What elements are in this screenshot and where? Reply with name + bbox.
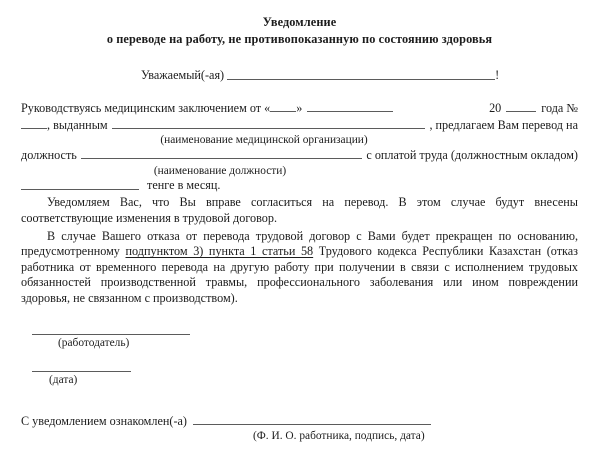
refusal-text-part-2: Трудового кодекса Республики Казахстан (отказ работника от временного перевода на другую работу при получении в связи с исполнением трудовых обязанностей производственной травмы, профессионального заболевания или ином повреждении здоровья, не связанном с производством). <box>21 244 578 305</box>
refusal-text-part-1: В случае Вашего отказа от перевода трудовой договор с Вами будет прекращен по основанию, предусмотренному <box>21 228 578 259</box>
greeting-label: Уважаемый(-ая) <box>141 68 225 82</box>
acknowledgement-label: С уведомлением ознакомлен(-а) <box>21 413 187 428</box>
caption-medical-organization: (наименование медицинской организации) <box>160 134 368 147</box>
salary-tail: тенге в месяц. <box>147 177 221 192</box>
form-block <box>21 100 578 193</box>
quote-close: » <box>296 101 303 115</box>
caption-position-name: (наименование должности) <box>153 164 287 177</box>
medical-org-blank[interactable] <box>112 117 426 129</box>
acknowledgement-blank[interactable] <box>193 413 431 425</box>
greeting-name-blank[interactable] <box>227 68 495 80</box>
medical-conclusion-lead: Руководствуясь медицинским заключением от « <box>21 101 271 115</box>
issued-by-label: , выданным <box>47 117 108 132</box>
issued-by-tail: , предлагаем Вам перевод на <box>429 117 578 132</box>
title-line-secondary: о переводе на работу, не противопоказанную по состоянию здоровья <box>106 32 493 46</box>
year-prefix: 20 <box>489 101 502 115</box>
form-row-medical-conclusion <box>21 100 578 117</box>
number-blank[interactable] <box>21 117 47 129</box>
paragraph-refusal <box>21 229 578 307</box>
greeting-exclamation: ! <box>495 68 500 82</box>
paragraph-consent: Уведомляем Вас, что Вы вправе согласиться на перевод. В этом случае будут внесены соответствующие изменения в трудовой договор. <box>21 195 578 225</box>
position-name-blank[interactable] <box>81 147 363 159</box>
acknowledgement-row <box>21 413 578 429</box>
form-row-position <box>21 147 578 164</box>
title-line-primary: Уведомление <box>262 15 337 29</box>
form-row-issued-by <box>21 117 578 134</box>
year-suffix: года № <box>541 101 578 115</box>
position-label: должность <box>21 148 77 163</box>
greeting-line <box>21 68 578 83</box>
signature-area <box>21 334 578 444</box>
form-row-salary <box>21 178 578 194</box>
caption-employer: (работодатель) <box>58 336 130 349</box>
document-title <box>21 14 578 48</box>
year-blank[interactable] <box>506 100 536 112</box>
caption-acknowledgement: (Ф. И. О. работника, подпись, дата) <box>253 429 425 442</box>
caption-date: (дата) <box>49 373 78 386</box>
day-blank[interactable] <box>270 100 296 112</box>
position-tail: с оплатой труда (должностным окладом) <box>366 148 578 163</box>
legal-reference-link[interactable]: подпунктом 3) пункта 1 статьи 58 <box>125 244 314 259</box>
month-blank[interactable] <box>307 100 393 112</box>
salary-amount-blank[interactable] <box>21 178 139 190</box>
